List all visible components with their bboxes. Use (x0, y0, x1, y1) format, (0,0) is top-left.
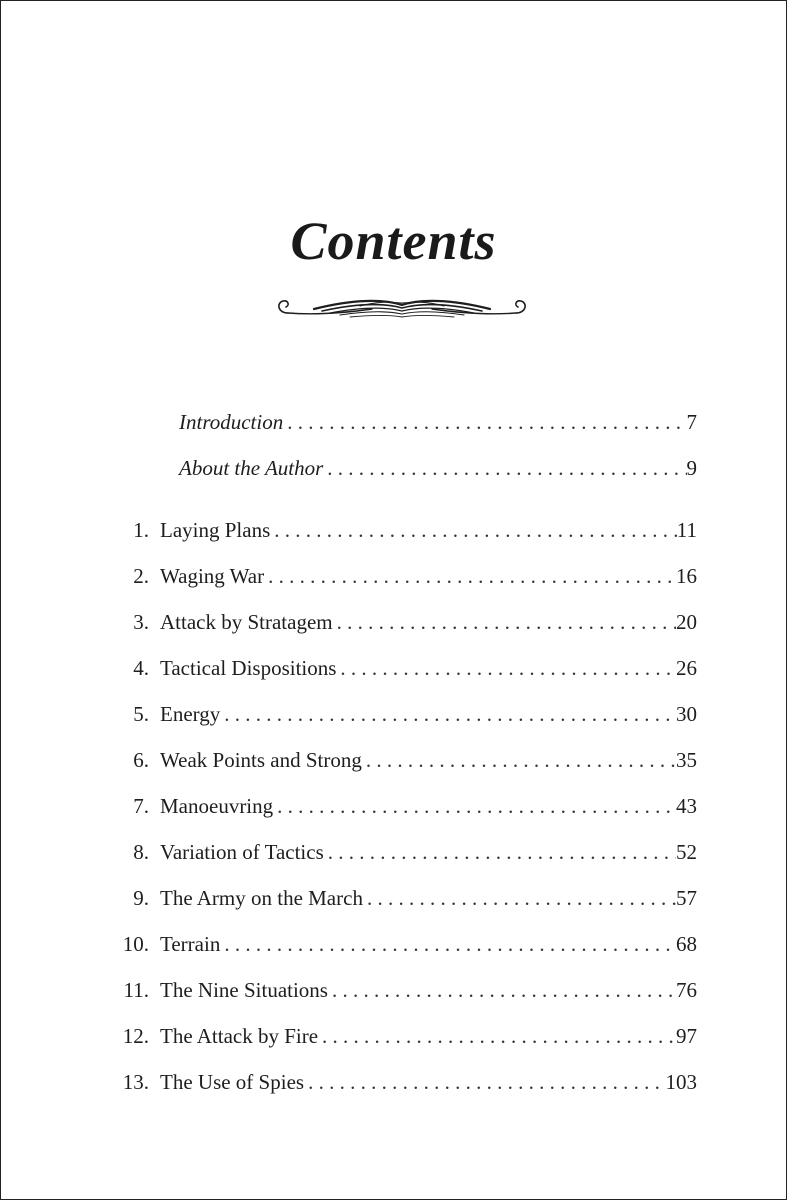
page-title: Contents (290, 211, 497, 271)
entry-title: Manoeuvring (160, 794, 274, 818)
entry-title: Waging War (160, 564, 265, 588)
entry-number: 5. (133, 702, 149, 726)
entry-page-number: 30 (676, 702, 697, 726)
toc-entry-chapter-9[interactable] (101, 883, 697, 913)
dot-leader (264, 561, 676, 591)
toc-entry-chapter-6[interactable] (101, 745, 697, 775)
entry-number: 12. (122, 1024, 149, 1048)
entry-title: Laying Plans (160, 518, 271, 542)
dot-leader (304, 1067, 665, 1097)
entry-title: Weak Points and Strong (160, 748, 362, 772)
entry-number: 9. (133, 886, 149, 910)
dot-leader (333, 607, 676, 637)
entry-page-number: 11 (676, 518, 697, 542)
dot-leader (283, 407, 686, 437)
toc-entry-chapter-13[interactable] (101, 1067, 697, 1097)
toc-entry-chapter-7[interactable] (101, 791, 697, 821)
entry-number: 2. (133, 564, 149, 588)
dot-leader (323, 453, 686, 483)
entry-title: Tactical Dispositions (160, 656, 337, 680)
entry-title: Attack by Stratagem (160, 610, 333, 634)
entry-number: 8. (133, 840, 149, 864)
toc-entry-chapter-5[interactable] (101, 699, 697, 729)
dot-leader (220, 699, 676, 729)
entry-number: 3. (133, 610, 149, 634)
dot-leader (318, 1021, 676, 1051)
entry-title: The Use of Spies (160, 1070, 305, 1094)
dot-leader (273, 791, 676, 821)
dot-leader (363, 883, 676, 913)
entry-number: 13. (122, 1070, 149, 1094)
toc-entry-chapter-1[interactable] (101, 515, 697, 545)
toc-entry-chapter-11[interactable] (101, 975, 697, 1005)
entry-title: About the Author (179, 456, 324, 480)
toc-entry-chapter-12[interactable] (101, 1021, 697, 1051)
entry-title: The Army on the March (160, 886, 363, 910)
entry-number: 10. (122, 932, 149, 956)
toc-entry-chapter-2[interactable] (101, 561, 697, 591)
entry-title: The Nine Situations (160, 978, 328, 1002)
dot-leader (336, 653, 676, 683)
entry-number: 1. (133, 518, 149, 542)
entry-title: Introduction (179, 410, 284, 434)
toc-entry-chapter-10[interactable] (101, 929, 697, 959)
entry-page-number: 76 (676, 978, 697, 1002)
entry-page-number: 20 (676, 610, 697, 634)
toc-entry-chapter-8[interactable] (101, 837, 697, 867)
table-of-contents (1, 1, 786, 1199)
dot-leader (362, 745, 676, 775)
entry-page-number: 16 (676, 564, 697, 588)
entry-page-number: 103 (665, 1070, 697, 1094)
entry-number: 11. (123, 978, 149, 1002)
entry-page-number: 97 (676, 1024, 697, 1048)
entry-page-number: 9 (686, 456, 697, 480)
entry-page-number: 57 (676, 886, 697, 910)
entry-title: Variation of Tactics (160, 840, 324, 864)
entry-page-number: 26 (676, 656, 697, 680)
dot-leader (220, 929, 676, 959)
entry-page-number: 7 (686, 410, 697, 434)
entry-page-number: 52 (676, 840, 697, 864)
entry-page-number: 43 (676, 794, 697, 818)
entry-number: 7. (133, 794, 149, 818)
toc-entry-introduction[interactable] (101, 407, 697, 437)
dot-leader (328, 975, 676, 1005)
entry-title: Energy (160, 702, 221, 726)
entry-page-number: 35 (676, 748, 697, 772)
dot-leader (270, 515, 677, 545)
entry-page-number: 68 (676, 932, 697, 956)
toc-entry-about-the-author[interactable] (101, 453, 697, 483)
toc-entry-chapter-4[interactable] (101, 653, 697, 683)
entry-title: The Attack by Fire (160, 1024, 319, 1048)
entry-title: Terrain (160, 932, 221, 956)
toc-entry-chapter-3[interactable] (101, 607, 697, 637)
dot-leader (324, 837, 676, 867)
entry-number: 6. (133, 748, 149, 772)
entry-number: 4. (133, 656, 149, 680)
